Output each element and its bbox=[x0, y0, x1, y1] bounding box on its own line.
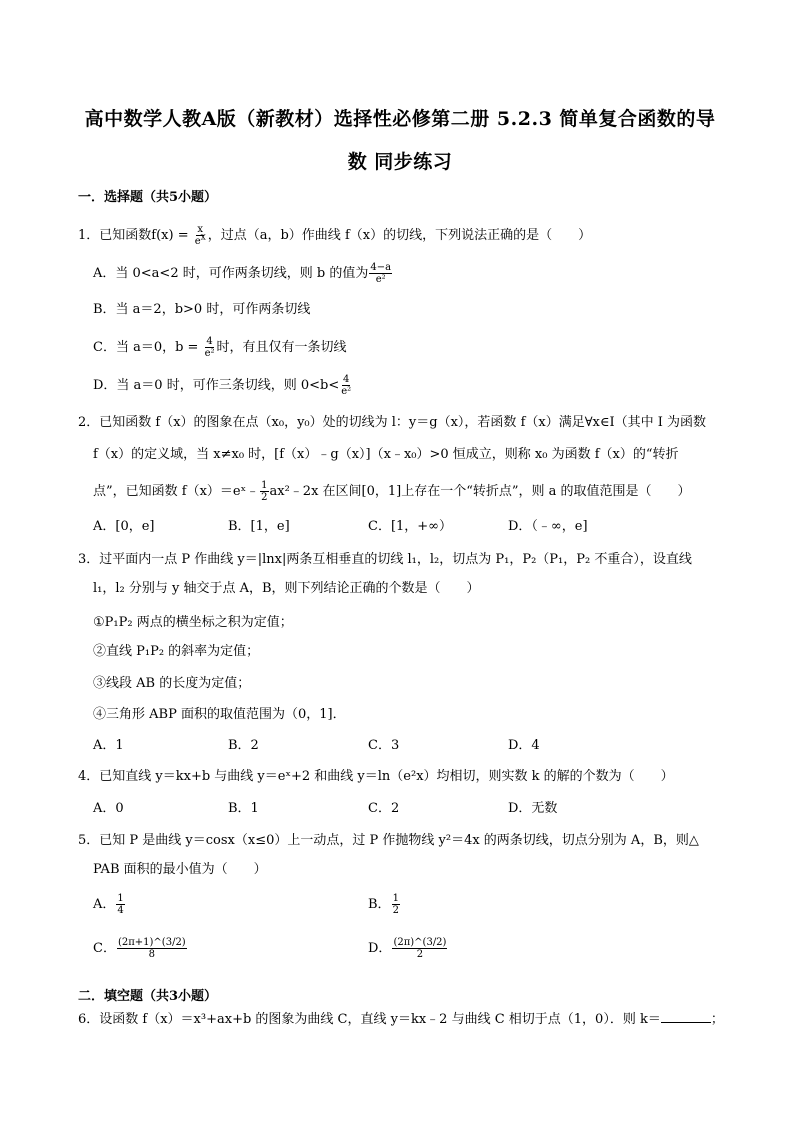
q1-option-b[interactable]: B．当 a＝2，b>0 时，可作两条切线 bbox=[93, 302, 311, 317]
q5-option-b[interactable] bbox=[368, 893, 401, 916]
question-2-line1: 2．已知函数 f（x）的图象在点（x₀，y₀）处的切线为 l：y＝g（x），若函数 f（x）满足∀x∈I（其中 I 为函数 bbox=[78, 415, 707, 430]
question-5-line2: PAB 面积的最小值为（ ） bbox=[93, 862, 267, 877]
q5-d-label: D． bbox=[368, 941, 392, 956]
q1-c-fraction bbox=[204, 336, 216, 359]
question-4-line1: 4．已知直线 y＝kx+b 与曲线 y＝eˣ+2 和曲线 y＝ln（e²x）均相切，则实数 k 的解的个数为（ ） bbox=[78, 769, 674, 784]
question-2-line2: f（x）的定义域，当 x≠x₀ 时，[f（x）﹣g（x）]（x﹣x₀）>0 恒成立，则称 x₀ 为函数 f（x）的“转折 bbox=[93, 447, 679, 462]
q1-option-c[interactable] bbox=[93, 336, 347, 359]
question-6 bbox=[78, 1010, 724, 1029]
q1-d-pre: D．当 a＝0 时，可作三条切线，则 0<b< bbox=[93, 378, 340, 393]
q5-c-fraction bbox=[117, 937, 187, 960]
q5-b-label: B． bbox=[368, 897, 391, 912]
q5-a-label: A． bbox=[93, 897, 116, 912]
q4-option-d[interactable]: D．无数 bbox=[508, 801, 558, 816]
q4-option-c[interactable]: C．2 bbox=[368, 801, 400, 816]
q1-post: ，过点（a，b）作曲线 f（x）的切线，下列说法正确的是（ ） bbox=[207, 228, 592, 243]
q5-c-num: (2π+1)^(3/2) bbox=[117, 937, 186, 948]
q2-option-d[interactable]: D．（﹣∞，e] bbox=[508, 519, 588, 534]
q1-fraction bbox=[194, 224, 207, 247]
q3-statement-3: ③线段 AB 的长度为定值； bbox=[93, 676, 251, 691]
q1-c-num: 4 bbox=[206, 336, 213, 347]
q1-frac-den-exp: x bbox=[200, 232, 206, 243]
question-2-line3 bbox=[93, 480, 691, 503]
q1-a-text: A．当 0<a<2 时，可作两条切线，则 b 的值为 bbox=[93, 266, 369, 281]
question-1-stem bbox=[78, 224, 591, 247]
q3-option-b[interactable]: B．2 bbox=[228, 738, 259, 753]
q1-c-den: e² bbox=[204, 348, 215, 359]
q2-frac-den: 2 bbox=[261, 492, 268, 503]
page-title-line1: 高中数学人教A版（新教材）选择性必修第二册 5.2.3 简单复合函数的导 bbox=[84, 108, 716, 130]
q5-c-den: 8 bbox=[148, 949, 156, 960]
q6-answer-blank[interactable] bbox=[661, 1010, 711, 1023]
q1-fx: f(x) = bbox=[151, 228, 193, 243]
q6-tail: ； bbox=[710, 1012, 724, 1027]
section-heading-fill: 二．填空题（共3小题） bbox=[78, 989, 218, 1004]
q5-a-fraction bbox=[116, 893, 124, 916]
q3-statement-4: ④三角形 ABP 面积的取值范围为（0，1]． bbox=[93, 707, 346, 722]
q1-d-num: 4 bbox=[343, 374, 350, 385]
q5-option-d[interactable] bbox=[368, 937, 448, 960]
question-5-line1: 5．已知 P 是曲线 y＝cosx（x≤0）上一动点，过 P 作抛物线 y²＝4x 的两条切线，切点分别为 A，B，则△ bbox=[78, 833, 699, 848]
q1-frac-num: x bbox=[197, 224, 204, 235]
q5-d-fraction bbox=[392, 937, 447, 960]
q3-option-c[interactable]: C．3 bbox=[368, 738, 400, 753]
q3-statement-1: ①P₁P₂ 两点的横坐标之积为定值； bbox=[93, 615, 293, 630]
q5-d-den: 2 bbox=[416, 949, 424, 960]
q5-c-label: C． bbox=[93, 941, 116, 956]
q1-c-pre: C．当 a＝0，b = bbox=[93, 340, 203, 355]
q5-option-c[interactable] bbox=[93, 937, 188, 960]
q1-pre: 1．已知函数 bbox=[78, 228, 152, 243]
q1-c-post: 时，有且仅有一条切线 bbox=[216, 340, 347, 355]
q5-a-num: 1 bbox=[117, 893, 124, 904]
q3-option-a[interactable]: A．1 bbox=[93, 738, 124, 753]
question-3-line1: 3．过平面内一点 P 作曲线 y＝|lnx|两条互相垂直的切线 l₁，l₂，切点为 P₁，P₂（P₁，P₂ 不重合），设直线 bbox=[78, 552, 692, 567]
q1-d-den: e² bbox=[341, 386, 352, 397]
section-heading-choice: 一．选择题（共5小题） bbox=[78, 190, 218, 205]
q5-b-den: 2 bbox=[392, 905, 399, 916]
q1-d-fraction bbox=[340, 374, 352, 397]
question-3-line2: l₁，l₂ 分别与 y 轴交于点 A，B，则下列结论正确的个数是（ ） bbox=[93, 581, 480, 596]
q1-frac-den-base: e bbox=[194, 236, 201, 247]
q1-a-fraction bbox=[369, 262, 392, 285]
q4-option-b[interactable]: B．1 bbox=[228, 801, 259, 816]
q3-statement-2: ②直线 P₁P₂ 的斜率为定值； bbox=[93, 644, 260, 659]
q1-option-a[interactable] bbox=[93, 262, 393, 285]
q2-l3-pre: 点”，已知函数 f（x）＝eˣ﹣ bbox=[93, 484, 260, 499]
page-title-line2: 数 同步练习 bbox=[347, 151, 453, 173]
q2-option-b[interactable]: B．[1，e] bbox=[228, 519, 290, 534]
q1-option-d[interactable] bbox=[93, 374, 353, 397]
q5-b-num: 1 bbox=[392, 893, 399, 904]
q3-option-d[interactable]: D．4 bbox=[508, 738, 540, 753]
q1-frac-den bbox=[194, 232, 207, 247]
q5-option-a[interactable] bbox=[93, 893, 126, 916]
q1-a-num: 4−a bbox=[370, 262, 392, 273]
q1-a-den: e² bbox=[375, 274, 386, 285]
q2-l3-post: ax²﹣2x 在区间[0，1]上存在一个“转折点”，则 a 的取值范围是（ ） bbox=[269, 484, 691, 499]
q5-d-num: (2π)^(3/2) bbox=[393, 937, 447, 948]
q2-fraction bbox=[260, 480, 268, 503]
q5-a-den: 4 bbox=[117, 905, 124, 916]
q2-option-c[interactable]: C．[1，+∞） bbox=[368, 519, 453, 534]
q2-option-a[interactable]: A．[0，e] bbox=[93, 519, 155, 534]
q6-text: 6．设函数 f（x）＝x³+ax+b 的图象为曲线 C，直线 y＝kx﹣2 与曲线 C 相切于点（1，0）．则 k＝ bbox=[78, 1012, 661, 1027]
q4-option-a[interactable]: A．0 bbox=[93, 801, 124, 816]
q5-b-fraction bbox=[392, 893, 400, 916]
q2-frac-num: 1 bbox=[261, 480, 268, 491]
